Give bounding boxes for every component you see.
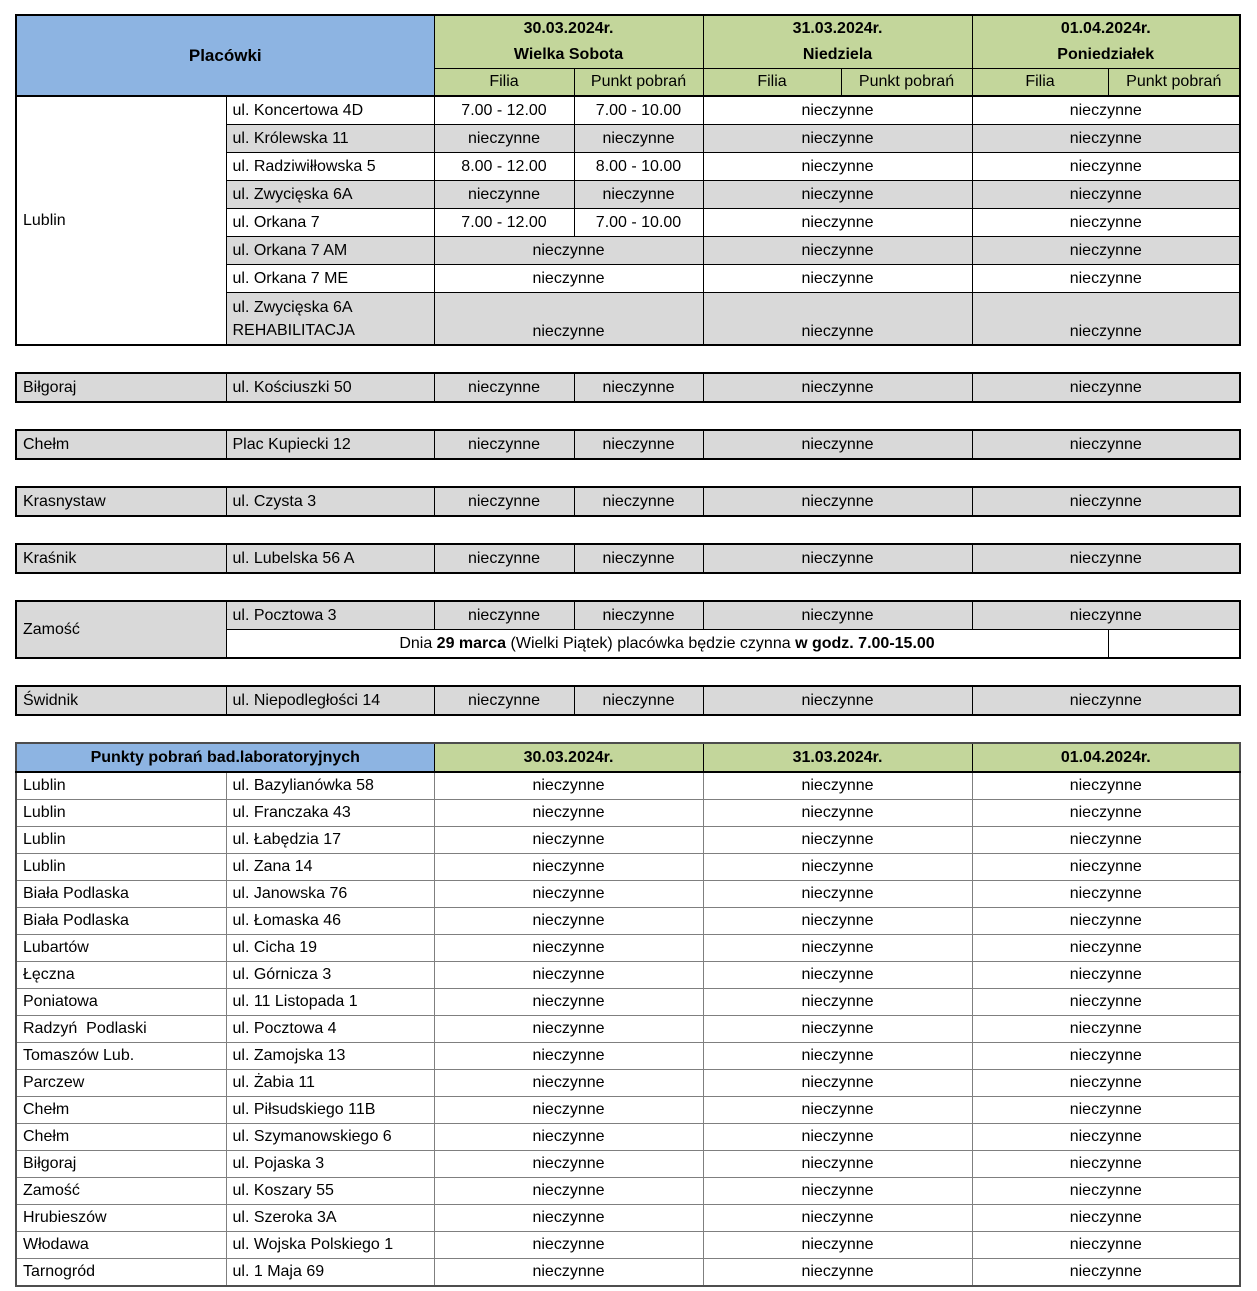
status-cell: nieczynne <box>703 1178 972 1205</box>
status-cell: nieczynne <box>703 854 972 881</box>
status-cell: nieczynne <box>972 908 1240 935</box>
status-cell: nieczynne <box>434 854 703 881</box>
hours-cell: 8.00 - 12.00 <box>434 153 574 181</box>
address-cell: ul. Łomaska 46 <box>226 908 434 935</box>
hours-cell: nieczynne <box>574 487 703 516</box>
city-cell: Kraśnik <box>16 544 226 573</box>
city-cell: Zamość <box>16 1178 226 1205</box>
status-cell: nieczynne <box>434 1205 703 1232</box>
status-cell: nieczynne <box>972 1178 1240 1205</box>
address-cell: ul. Kościuszki 50 <box>226 373 434 402</box>
status-cell: nieczynne <box>703 181 972 209</box>
address-cell: ul. Niepodległości 14 <box>226 686 434 715</box>
punkt-pobran-header: Punkt pobrań <box>841 69 972 97</box>
status-cell: nieczynne <box>972 1043 1240 1070</box>
hours-cell: nieczynne <box>434 430 574 459</box>
address-cell: ul. Orkana 7 <box>226 209 434 237</box>
status-cell: nieczynne <box>434 1043 703 1070</box>
status-cell: nieczynne <box>972 153 1240 181</box>
status-cell: nieczynne <box>972 827 1240 854</box>
table-row <box>16 1124 1240 1151</box>
address-cell: ul. Górnicza 3 <box>226 962 434 989</box>
hours-cell: nieczynne <box>574 544 703 573</box>
punkt-pobran-header: Punkt pobrań <box>574 69 703 97</box>
city-cell: Poniatowa <box>16 989 226 1016</box>
table-row <box>16 772 1240 800</box>
date-header <box>434 15 703 69</box>
address-cell: ul. Zamojska 13 <box>226 1043 434 1070</box>
status-cell: nieczynne <box>972 1070 1240 1097</box>
address-cell: ul. Koszary 55 <box>226 1178 434 1205</box>
address-cell: Plac Kupiecki 12 <box>226 430 434 459</box>
address-cell <box>226 293 434 346</box>
address-cell: ul. Żabia 11 <box>226 1070 434 1097</box>
table-row <box>16 1259 1240 1287</box>
status-cell: nieczynne <box>703 1016 972 1043</box>
address-cell: ul. Szeroka 3A <box>226 1205 434 1232</box>
table-row <box>16 881 1240 908</box>
note-text: (Wielki Piątek) placówka będzie czynna <box>506 634 796 652</box>
status-cell: nieczynne <box>972 772 1240 800</box>
status-cell: nieczynne <box>703 96 972 125</box>
status-cell: nieczynne <box>434 827 703 854</box>
status-cell: nieczynne <box>703 153 972 181</box>
status-cell: nieczynne <box>434 265 703 293</box>
status-cell: nieczynne <box>703 962 972 989</box>
table-row <box>16 1205 1240 1232</box>
status-cell: nieczynne <box>972 1232 1240 1259</box>
table1-title: Placówki <box>16 15 434 96</box>
address-cell: ul. Szymanowskiego 6 <box>226 1124 434 1151</box>
city-block-table <box>15 429 1241 460</box>
status-cell: nieczynne <box>972 125 1240 153</box>
status-cell: nieczynne <box>972 1097 1240 1124</box>
city-cell: Chełm <box>16 430 226 459</box>
status-cell: nieczynne <box>703 1232 972 1259</box>
status-cell: nieczynne <box>703 935 972 962</box>
status-cell: nieczynne <box>703 1259 972 1287</box>
address-cell: ul. Wojska Polskiego 1 <box>226 1232 434 1259</box>
address-cell: ul. Franczaka 43 <box>226 800 434 827</box>
status-cell: nieczynne <box>972 1151 1240 1178</box>
hours-cell: nieczynne <box>434 686 574 715</box>
city-cell: Włodawa <box>16 1232 226 1259</box>
status-cell: nieczynne <box>972 1124 1240 1151</box>
status-cell: nieczynne <box>972 962 1240 989</box>
filia-header: Filia <box>434 69 574 97</box>
address-cell: ul. Orkana 7 AM <box>226 237 434 265</box>
status-cell: nieczynne <box>703 487 972 516</box>
filia-header: Filia <box>972 69 1108 97</box>
date-header: 31.03.2024r. <box>703 743 972 772</box>
hours-cell: nieczynne <box>574 430 703 459</box>
status-cell: nieczynne <box>972 989 1240 1016</box>
day-label: Poniedziałek <box>1057 46 1155 63</box>
status-cell: nieczynne <box>703 544 972 573</box>
status-cell: nieczynne <box>972 293 1240 346</box>
punkt-pobran-header: Punkt pobrań <box>1108 69 1240 97</box>
status-cell: nieczynne <box>972 373 1240 402</box>
city-cell: Łęczna <box>16 962 226 989</box>
status-cell: nieczynne <box>703 209 972 237</box>
address-cell: ul. Pocztowa 4 <box>226 1016 434 1043</box>
table-row <box>16 1043 1240 1070</box>
status-cell: nieczynne <box>434 881 703 908</box>
date-header <box>972 15 1240 69</box>
status-cell: nieczynne <box>434 1259 703 1287</box>
status-cell: nieczynne <box>972 237 1240 265</box>
status-cell: nieczynne <box>434 989 703 1016</box>
city-cell: Chełm <box>16 1124 226 1151</box>
table-row <box>16 827 1240 854</box>
city-block-table <box>15 600 1241 659</box>
note-text: Dnia <box>399 634 437 652</box>
status-cell: nieczynne <box>703 908 972 935</box>
status-cell: nieczynne <box>703 686 972 715</box>
status-cell: nieczynne <box>972 209 1240 237</box>
address-cell: ul. Janowska 76 <box>226 881 434 908</box>
status-cell: nieczynne <box>703 1097 972 1124</box>
hours-cell: nieczynne <box>434 487 574 516</box>
table-row <box>16 908 1240 935</box>
status-cell: nieczynne <box>972 544 1240 573</box>
status-cell: nieczynne <box>434 1070 703 1097</box>
address-cell: ul. Radziwiłłowska 5 <box>226 153 434 181</box>
status-cell: nieczynne <box>434 962 703 989</box>
status-cell: nieczynne <box>703 125 972 153</box>
status-cell: nieczynne <box>434 237 703 265</box>
status-cell: nieczynne <box>434 1097 703 1124</box>
city-cell: Biała Podlaska <box>16 881 226 908</box>
date-header: 01.04.2024r. <box>972 743 1240 772</box>
status-cell: nieczynne <box>972 430 1240 459</box>
status-cell: nieczynne <box>972 935 1240 962</box>
status-cell: nieczynne <box>703 1070 972 1097</box>
date-label: 31.03.2024r. <box>792 20 883 37</box>
status-cell: nieczynne <box>703 430 972 459</box>
status-cell: nieczynne <box>972 265 1240 293</box>
address-cell: ul. Zwycięska 6A <box>226 181 434 209</box>
hours-cell: 7.00 - 10.00 <box>574 96 703 125</box>
city-block-table <box>15 685 1241 716</box>
status-cell: nieczynne <box>703 989 972 1016</box>
date-header: 30.03.2024r. <box>434 743 703 772</box>
status-cell: nieczynne <box>703 881 972 908</box>
status-cell: nieczynne <box>434 935 703 962</box>
date-label: 01.04.2024r. <box>1060 20 1151 37</box>
status-cell: nieczynne <box>434 772 703 800</box>
city-block-table <box>15 486 1241 517</box>
address-cell: ul. Lubelska 56 A <box>226 544 434 573</box>
address-cell: ul. Bazylianówka 58 <box>226 772 434 800</box>
table-row <box>16 1016 1240 1043</box>
status-cell: nieczynne <box>434 1124 703 1151</box>
status-cell: nieczynne <box>703 373 972 402</box>
status-cell: nieczynne <box>972 854 1240 881</box>
status-cell: nieczynne <box>972 1016 1240 1043</box>
address-cell: ul. Królewska 11 <box>226 125 434 153</box>
city-cell: Lublin <box>16 827 226 854</box>
status-cell: nieczynne <box>434 800 703 827</box>
note-text: w godz. 7.00-15.00 <box>795 634 935 652</box>
table-row <box>16 854 1240 881</box>
hours-cell: 7.00 - 10.00 <box>574 209 703 237</box>
city-cell: Biała Podlaska <box>16 908 226 935</box>
address-line: REHABILITACJA <box>232 321 355 339</box>
status-cell: nieczynne <box>434 1151 703 1178</box>
placowki-table <box>15 14 1241 346</box>
city-cell: Biłgoraj <box>16 1151 226 1178</box>
city-cell: Biłgoraj <box>16 373 226 402</box>
address-cell: ul. 1 Maja 69 <box>226 1259 434 1287</box>
status-cell: nieczynne <box>972 96 1240 125</box>
status-cell: nieczynne <box>434 1178 703 1205</box>
status-cell: nieczynne <box>703 1205 972 1232</box>
hours-cell: nieczynne <box>434 601 574 630</box>
city-cell: Lubartów <box>16 935 226 962</box>
table-row <box>16 1151 1240 1178</box>
punkty-pobran-table <box>15 742 1241 1287</box>
address-cell: ul. Cicha 19 <box>226 935 434 962</box>
address-cell: ul. Piłsudskiego 11B <box>226 1097 434 1124</box>
status-cell: nieczynne <box>972 601 1240 630</box>
status-cell: nieczynne <box>703 237 972 265</box>
city-block-table <box>15 543 1241 574</box>
city-block-table <box>15 372 1241 403</box>
address-line: ul. Zwycięska 6A <box>232 298 353 316</box>
city-cell: Tomaszów Lub. <box>16 1043 226 1070</box>
status-cell: nieczynne <box>972 487 1240 516</box>
special-note <box>226 630 1108 659</box>
hours-cell: nieczynne <box>434 125 574 153</box>
hours-cell: nieczynne <box>434 181 574 209</box>
table-row <box>16 800 1240 827</box>
address-cell: ul. Czysta 3 <box>226 487 434 516</box>
hours-cell: nieczynne <box>574 686 703 715</box>
city-cell: Zamość <box>16 601 226 658</box>
city-cell: Krasnystaw <box>16 487 226 516</box>
table2-title: Punkty pobrań bad.laboratoryjnych <box>16 743 434 772</box>
status-cell: nieczynne <box>434 908 703 935</box>
hours-cell: nieczynne <box>434 544 574 573</box>
address-cell: ul. Pojaska 3 <box>226 1151 434 1178</box>
status-cell: nieczynne <box>972 1259 1240 1287</box>
status-cell: nieczynne <box>434 1016 703 1043</box>
status-cell: nieczynne <box>703 800 972 827</box>
hours-cell: nieczynne <box>434 373 574 402</box>
status-cell: nieczynne <box>434 1232 703 1259</box>
address-cell: ul. Koncertowa 4D <box>226 96 434 125</box>
filia-header: Filia <box>703 69 841 97</box>
date-header <box>703 15 972 69</box>
hours-cell: nieczynne <box>574 373 703 402</box>
table-row <box>16 1178 1240 1205</box>
city-cell: Hrubieszów <box>16 1205 226 1232</box>
date-label: 30.03.2024r. <box>523 20 614 37</box>
hours-cell: nieczynne <box>574 125 703 153</box>
city-cell: Lublin <box>16 854 226 881</box>
status-cell: nieczynne <box>703 827 972 854</box>
hours-cell: nieczynne <box>574 181 703 209</box>
status-cell: nieczynne <box>703 1043 972 1070</box>
address-cell: ul. Zana 14 <box>226 854 434 881</box>
status-cell: nieczynne <box>703 772 972 800</box>
day-label: Wielka Sobota <box>513 46 624 63</box>
city-cell: Tarnogród <box>16 1259 226 1287</box>
status-cell: nieczynne <box>972 1205 1240 1232</box>
address-cell: ul. Łabędzia 17 <box>226 827 434 854</box>
status-cell: nieczynne <box>703 265 972 293</box>
city-cell: Lublin <box>16 96 226 345</box>
city-cell: Świdnik <box>16 686 226 715</box>
address-cell: ul. Pocztowa 3 <box>226 601 434 630</box>
hours-cell: nieczynne <box>574 601 703 630</box>
status-cell: nieczynne <box>703 293 972 346</box>
address-cell: ul. Orkana 7 ME <box>226 265 434 293</box>
hours-cell: 7.00 - 12.00 <box>434 96 574 125</box>
hours-cell: 8.00 - 10.00 <box>574 153 703 181</box>
status-cell: nieczynne <box>972 181 1240 209</box>
note-text: 29 marca <box>436 634 507 652</box>
status-cell: nieczynne <box>703 1124 972 1151</box>
table-row <box>16 962 1240 989</box>
table-row <box>16 1097 1240 1124</box>
city-cell: Radzyń Podlaski <box>16 1016 226 1043</box>
city-cell: Lublin <box>16 772 226 800</box>
hours-cell: 7.00 - 12.00 <box>434 209 574 237</box>
city-cell: Chełm <box>16 1097 226 1124</box>
status-cell: nieczynne <box>972 800 1240 827</box>
table-row <box>16 1070 1240 1097</box>
city-cell: Parczew <box>16 1070 226 1097</box>
status-cell: nieczynne <box>703 601 972 630</box>
table-row <box>16 935 1240 962</box>
status-cell: nieczynne <box>703 1151 972 1178</box>
status-cell: nieczynne <box>434 293 703 346</box>
table-row <box>16 1232 1240 1259</box>
address-cell: ul. 11 Listopada 1 <box>226 989 434 1016</box>
status-cell: nieczynne <box>972 686 1240 715</box>
status-cell: nieczynne <box>972 881 1240 908</box>
city-cell: Lublin <box>16 800 226 827</box>
table-row <box>16 989 1240 1016</box>
day-label: Niedziela <box>802 46 873 63</box>
